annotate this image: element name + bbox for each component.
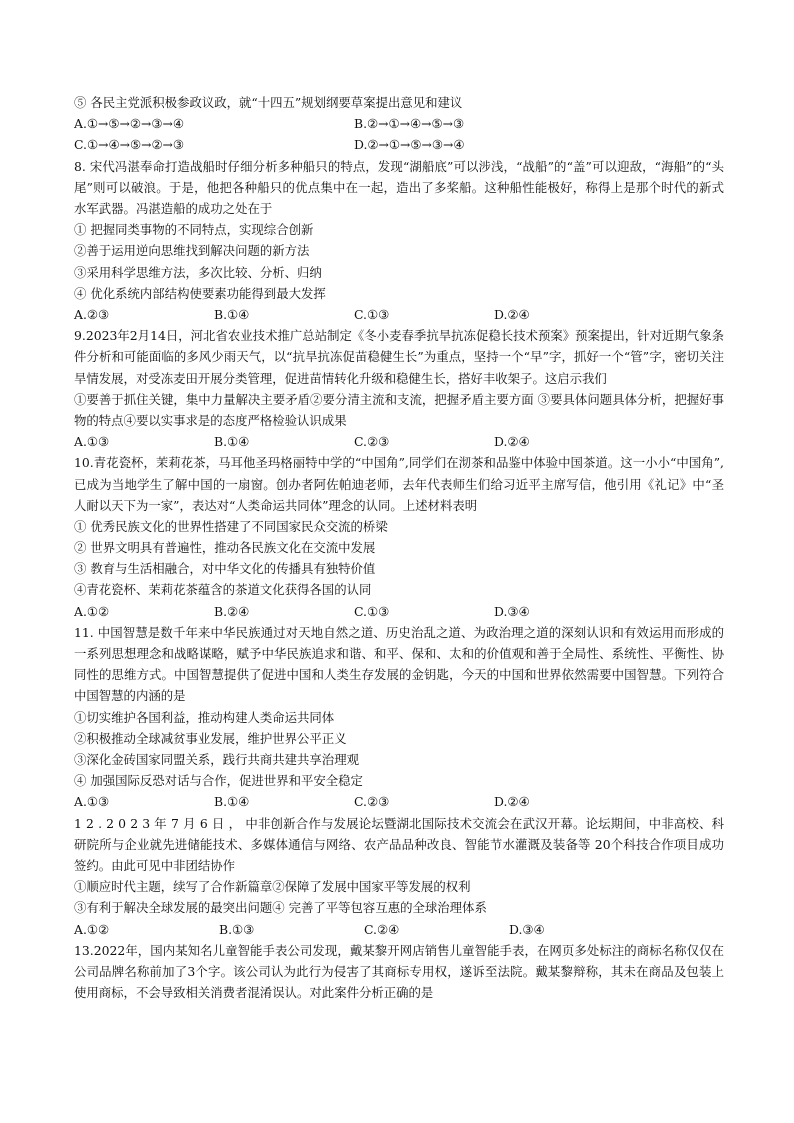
q8-option-b: B.①④ [214,306,250,322]
q12-item-2: ③有利于解决全球发展的最突出问题④ 完善了平等包容互惠的全球治理体系 [74,900,487,916]
q7-option-d: D.②→①→⑤→③→④ [354,137,465,153]
q8-stem: 8. 宋代冯湛奉命打造战船时仔细分析多种船只的特点，发现“湖船底”可以涉浅，“战船”的“盖”可以迎敌，“海船”的“头尾”则可以破浪。于是，他把各种船只的优点集中在一起，造出了多桨船。这种船性能极好，称得上是那个时代的新式水军武器。冯湛造船的成功之处在于 [74,158,724,216]
q9-option-c: C.②③ [354,434,390,450]
q8-item-4: ④ 优化系统内部结构使要素功能得到最大发挥 [74,285,326,301]
q10-item-4: ④青花瓷杯、茉莉花茶蕴含的茶道文化获得各国的认同 [74,582,372,598]
q10-option-c: C.①③ [354,603,390,619]
q12-option-a: A.①② [74,921,110,937]
q8-options [74,304,724,325]
q9-option-d: D.②④ [494,434,530,450]
q9-stem: 9.2023年2月14日，河北省农业技术推广总站制定《冬小麦春季抗旱抗冻促稳长技术预案》预案提出，针对近期气象条件分析和可能面临的多风少雨天气，以“抗旱抗冻促苗稳健生长”为重点，坚持一个“早”字，抓好一个“管”字，密切关注旱情发展，对受冻麦田开展分类管理，促进苗情转化升级和稳健生长，搭好丰收架子。这启示我们 [74,328,724,386]
q12-stem: 1 2 . 2 0 2 3 年 7 月 6 日 ， 中非创新合作与发展论坛暨湖北国际技术交流会在武汉开幕。论坛期间，中非高校、科研院所与企业就先进储能技术、多媒体通信与网络、农产品品种改良、智能节水灌溉及装备等 20个科技合作项目成功签约。由此可见中非团结协作 [74,815,724,874]
q11-option-a: A.①③ [74,794,110,810]
q10-item-1: ① 优秀民族文化的世界性搭建了不同国家民众交流的桥梁 [74,518,388,534]
q11-item-2: ②积极推动全球减贫事业发展，维护世界公平正义 [74,730,347,746]
q8-item-1: ① 把握同类事物的不同特点，实现综合创新 [74,222,314,238]
q13-stem: 13.2022年，国内某知名儿童智能手表公司发现，戴某黎开网店销售儿童智能手表，在网页多处标注的商标名称仅仅在公司品牌名称前加了3个字。该公司认为此行为侵害了其商标专用权，遂诉至法院。戴某黎辩称，其未在商品及包装上使用商标，不会导致相关消费者混淆误认。对此案件分析正确的是 [74,942,724,1001]
q12-option-b: B.①③ [219,921,255,937]
q9-items: ①要善于抓住关键，集中力量解决主要矛盾②要分清主流和支流，把握矛盾主要方面 ③要具体问题具体分析，把握好事物的特点④要以实事求是的态度严格检验认识成果 [74,391,724,428]
q10-option-a: A.①② [74,603,110,619]
q12-option-d: D.③④ [509,921,545,937]
q7-option-c: C.①→④→⑤→②→③ [74,137,185,153]
q12-options [74,919,724,940]
q10-item-3: ③ 教育与生活相融合，对中华文化的传播具有独特价值 [74,561,376,577]
q7-options-row-2 [74,134,724,155]
q7-option-b: B.②→①→④→⑤→③ [354,116,465,132]
q9-options [74,431,724,452]
q8-item-3: ③采用科学思维方法，多次比较、分析、归纳 [74,264,322,280]
q10-option-d: D.③④ [494,603,530,619]
q11-option-b: B.①④ [214,794,250,810]
exam-page [74,92,724,1003]
q11-option-c: C.②③ [354,794,390,810]
q12-item-1: ①顺应时代主题，续写了合作新篇章②保障了发展中国家平等发展的权利 [74,879,471,895]
q12-option-c: C.②④ [364,921,400,937]
q11-option-d: D.②④ [494,794,530,810]
q10-stem: 10.青花瓷杯，茉莉花茶，马耳他圣玛格丽特中学的“中国角”,同学们在沏茶和品鉴中体验中国茶道。这一小小“中国角”,已成为当地学生了解中国的一扇窗。创办者阿佐帕迪老师，去年代表师生们给习近平主席写信，他引用《礼记》中“圣人耐以天下为一家”，表达对“人类命运共同体”理念的认同。上述材料表明 [74,455,724,513]
q9-option-b: B.①④ [214,434,250,450]
q11-item-1: ①切实维护各国利益，推动构建人类命运共同体 [74,709,335,725]
q11-item-3: ③深化金砖国家同盟关系，践行共商共建共享治理观 [74,752,359,768]
q11-item-4: ④ 加强国际反恐对话与合作，促进世界和平安全稳定 [74,773,363,789]
q10-options [74,601,724,622]
q8-item-2: ②善于运用逆向思维找到解决问题的新方法 [74,243,310,259]
q8-option-a: A.②③ [74,306,110,322]
q7-statement-5: ⑤ 各民主党派积极参政议政，就“十四五”规划纲要草案提出意见和建议 [74,95,463,110]
q11-stem: 11. 中国智慧是数千年来中华民族通过对天地自然之道、历史治乱之道、为政治理之道的深刻认识和有效运用而形成的一系列思想理念和战略谋略，赋予中华民族追求和谐、和平、保和、太和的价值观和善于全局性、系统性、平衡性、协同性的思维方式。中国智慧提供了促进中国和人类生存发展的金钥匙，今天的中国和世界依然需要中国智慧。下列符合中国智慧的内涵的是 [74,624,724,704]
q10-option-b: B.②④ [214,603,250,619]
q7-options-row-1 [74,113,724,134]
q10-item-2: ② 世界文明具有普遍性，推动各民族文化在交流中发展 [74,540,376,556]
q11-options [74,791,724,812]
q8-option-c: C.①③ [354,306,390,322]
q8-option-d: D.②④ [494,306,530,322]
q9-option-a: A.①③ [74,434,110,450]
q7-option-a: A.①→⑤→②→③→④ [74,116,184,132]
